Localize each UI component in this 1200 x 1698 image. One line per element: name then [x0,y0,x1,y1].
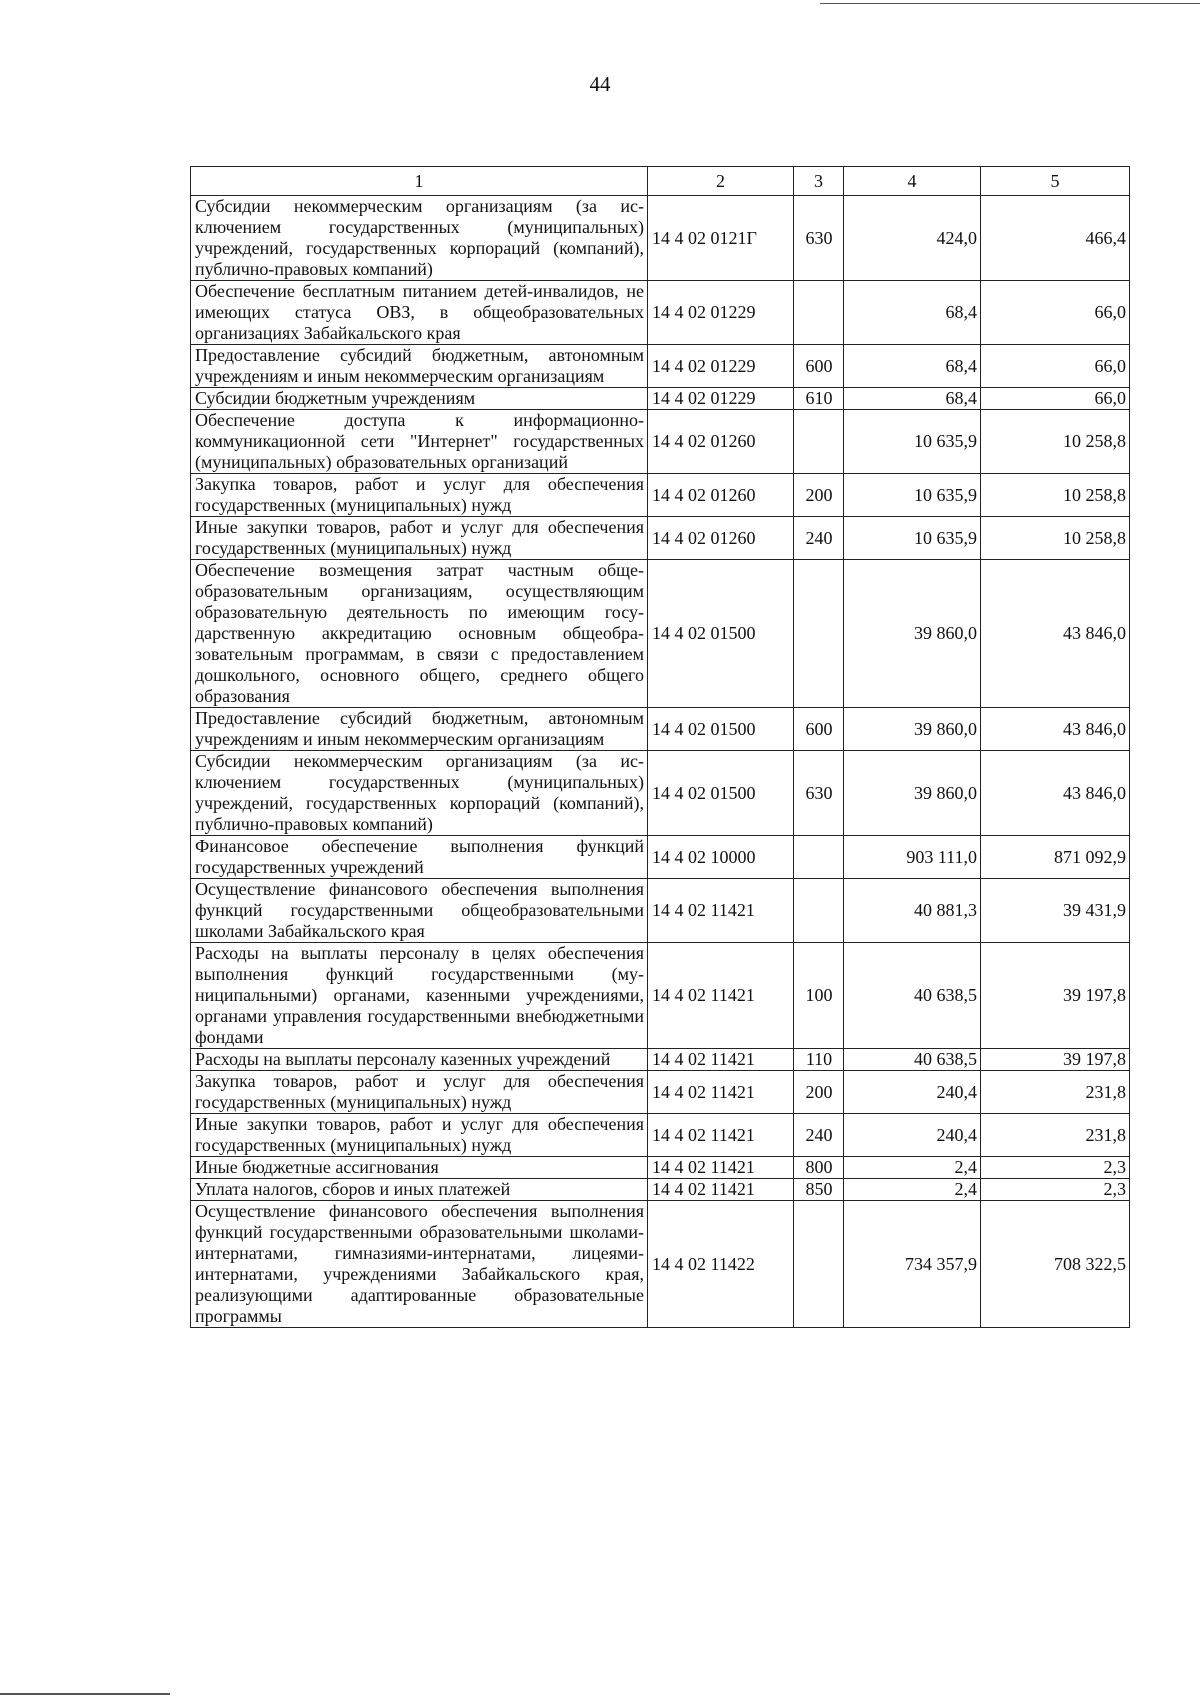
row-expense-type-cell [794,281,844,345]
row-code-cell: 14 4 02 10000 [648,836,794,879]
row-name-cell: Предоставление субсидий бюджетным, автономным учреждениям и иным некоммерческим организациям [191,345,648,388]
row-code-cell: 14 4 02 01260 [648,474,794,517]
row-expense-type-cell: 800 [794,1157,844,1179]
row-code-cell: 14 4 02 01500 [648,751,794,836]
table-row [191,560,1130,708]
row-name-cell: Субсидии некоммерческим организациям (за исключением государственных (муниципальных) учреждений, государственных корпораций (компаний), публично-правовых компаний) [191,751,648,836]
row-name-cell: Закупка товаров, работ и услуг для обеспечения государственных (муниципальных) нужд [191,1071,648,1114]
row-name-cell: Субсидии некоммерческим организациям (за исключением государственных (муниципальных) учреждений, государственных корпораций (компаний), публично-правовых компаний) [191,196,648,281]
row-code-cell: 14 4 02 11421 [648,1071,794,1114]
row-expense-type-cell: 200 [794,1071,844,1114]
row-expense-type-cell: 200 [794,474,844,517]
row-expense-type-cell [794,1201,844,1328]
row-sum-year1-cell: 2,4 [844,1179,981,1201]
row-expense-type-cell: 240 [794,517,844,560]
row-name-cell: Уплата налогов, сборов и иных платежей [191,1179,648,1201]
table-row [191,1071,1130,1114]
row-sum-year2-cell: 10 258,8 [981,474,1130,517]
row-sum-year2-cell: 66,0 [981,345,1130,388]
table-row [191,1157,1130,1179]
scan-edge-line-top [820,3,1200,4]
row-name-cell: Обеспечение бесплатным питанием детей-инвалидов, не имеющих статуса ОВЗ, в общеобразовательных организациях Забайкальского края [191,281,648,345]
row-expense-type-cell [794,410,844,474]
row-expense-type-cell: 600 [794,345,844,388]
row-sum-year1-cell: 39 860,0 [844,560,981,708]
row-name-cell: Расходы на выплаты персоналу в целях обеспечения выполнения функций государственными (муниципальными) органами, казенными учреждениями, органами управления государственными внебюджетными фондами [191,943,648,1049]
row-expense-type-cell: 610 [794,388,844,410]
row-code-cell: 14 4 02 0121Г [648,196,794,281]
row-code-cell: 14 4 02 01229 [648,281,794,345]
row-sum-year1-cell: 240,4 [844,1114,981,1157]
row-sum-year2-cell: 10 258,8 [981,517,1130,560]
row-sum-year1-cell: 10 635,9 [844,410,981,474]
row-sum-year1-cell: 10 635,9 [844,517,981,560]
row-sum-year2-cell: 43 846,0 [981,708,1130,751]
row-sum-year2-cell: 2,3 [981,1157,1130,1179]
table-row [191,281,1130,345]
row-sum-year2-cell: 10 258,8 [981,410,1130,474]
table-row [191,1049,1130,1071]
row-name-cell: Осуществление финансового обеспечения выполнения функций государственными образовательными школами-интернатами, гимназиями-интернатами, лицеями-интернатами, учреждениями Забайкальского края, реализующими адаптированные образовательные программы [191,1201,648,1328]
budget-table [190,166,1130,1328]
table-row [191,943,1130,1049]
row-expense-type-cell: 850 [794,1179,844,1201]
row-code-cell: 14 4 02 01500 [648,560,794,708]
row-name-cell: Субсидии бюджетным учреждениям [191,388,648,410]
page-number: 44 [589,72,611,96]
row-name-cell: Предоставление субсидий бюджетным, автономным учреждениям и иным некоммерческим организациям [191,708,648,751]
row-expense-type-cell: 630 [794,751,844,836]
row-sum-year1-cell: 2,4 [844,1157,981,1179]
table-row [191,836,1130,879]
row-expense-type-cell: 630 [794,196,844,281]
row-sum-year2-cell: 43 846,0 [981,751,1130,836]
table-row [191,410,1130,474]
row-sum-year1-cell: 40 638,5 [844,1049,981,1071]
row-code-cell: 14 4 02 01500 [648,708,794,751]
row-name-cell: Иные закупки товаров, работ и услуг для обеспечения государственных (муниципальных) нужд [191,1114,648,1157]
row-code-cell: 14 4 02 01260 [648,517,794,560]
row-sum-year1-cell: 240,4 [844,1071,981,1114]
table-header-row [191,167,1130,196]
row-sum-year2-cell: 871 092,9 [981,836,1130,879]
row-code-cell: 14 4 02 11421 [648,1049,794,1071]
row-name-cell: Обеспечение возмещения затрат частным общеобразовательным организациям, осуществляющим образовательную деятельность по имеющим государственную аккредитацию основным общеобразовательным программам, в связи с предоставлением дошкольного, основного общего, среднего общего образования [191,560,648,708]
row-code-cell: 14 4 02 11421 [648,1114,794,1157]
row-name-cell: Закупка товаров, работ и услуг для обеспечения государственных (муниципальных) нужд [191,474,648,517]
table-row [191,517,1130,560]
row-sum-year2-cell: 66,0 [981,281,1130,345]
table-row [191,474,1130,517]
column-header-code: 2 [648,167,794,196]
row-code-cell: 14 4 02 01260 [648,410,794,474]
table-row [191,879,1130,943]
row-sum-year1-cell: 903 111,0 [844,836,981,879]
row-name-cell: Иные закупки товаров, работ и услуг для обеспечения государственных (муниципальных) нужд [191,517,648,560]
row-expense-type-cell [794,879,844,943]
column-header-expense-type: 3 [794,167,844,196]
table-row [191,345,1130,388]
row-sum-year1-cell: 40 638,5 [844,943,981,1049]
row-code-cell: 14 4 02 11421 [648,943,794,1049]
row-sum-year2-cell: 708 322,5 [981,1201,1130,1328]
column-header-name: 1 [191,167,648,196]
row-sum-year2-cell: 2,3 [981,1179,1130,1201]
row-sum-year1-cell: 39 860,0 [844,708,981,751]
row-name-cell: Обеспечение доступа к информационно-коммуникационной сети "Интернет" государственных (муниципальных) образовательных организаций [191,410,648,474]
row-sum-year2-cell: 466,4 [981,196,1130,281]
row-sum-year1-cell: 68,4 [844,345,981,388]
row-name-cell: Расходы на выплаты персоналу казенных учреждений [191,1049,648,1071]
column-header-sum-year2: 5 [981,167,1130,196]
table-row [191,751,1130,836]
row-code-cell: 14 4 02 11421 [648,1157,794,1179]
row-sum-year1-cell: 68,4 [844,281,981,345]
row-name-cell: Финансовое обеспечение выполнения функций государственных учреждений [191,836,648,879]
row-sum-year2-cell: 39 197,8 [981,1049,1130,1071]
row-name-cell: Иные бюджетные ассигнования [191,1157,648,1179]
table-row [191,388,1130,410]
row-sum-year1-cell: 10 635,9 [844,474,981,517]
row-expense-type-cell: 240 [794,1114,844,1157]
row-sum-year2-cell: 231,8 [981,1071,1130,1114]
row-expense-type-cell: 600 [794,708,844,751]
row-expense-type-cell [794,560,844,708]
row-code-cell: 14 4 02 11421 [648,879,794,943]
row-name-cell: Осуществление финансового обеспечения выполнения функций государственными общеобразовательными школами Забайкальского края [191,879,648,943]
row-sum-year1-cell: 68,4 [844,388,981,410]
row-sum-year2-cell: 231,8 [981,1114,1130,1157]
row-expense-type-cell [794,836,844,879]
row-sum-year2-cell: 66,0 [981,388,1130,410]
row-sum-year1-cell: 40 881,3 [844,879,981,943]
scan-edge-line-bottom [0,1693,170,1695]
row-sum-year1-cell: 39 860,0 [844,751,981,836]
row-expense-type-cell: 110 [794,1049,844,1071]
row-code-cell: 14 4 02 11421 [648,1179,794,1201]
row-sum-year1-cell: 734 357,9 [844,1201,981,1328]
table-row [191,196,1130,281]
table-row [191,1114,1130,1157]
column-header-sum-year1: 4 [844,167,981,196]
row-sum-year2-cell: 39 197,8 [981,943,1130,1049]
table-row [191,708,1130,751]
row-code-cell: 14 4 02 11422 [648,1201,794,1328]
row-expense-type-cell: 100 [794,943,844,1049]
table-row [191,1179,1130,1201]
row-code-cell: 14 4 02 01229 [648,388,794,410]
row-code-cell: 14 4 02 01229 [648,345,794,388]
row-sum-year2-cell: 39 431,9 [981,879,1130,943]
table-row [191,1201,1130,1328]
row-sum-year1-cell: 424,0 [844,196,981,281]
row-sum-year2-cell: 43 846,0 [981,560,1130,708]
